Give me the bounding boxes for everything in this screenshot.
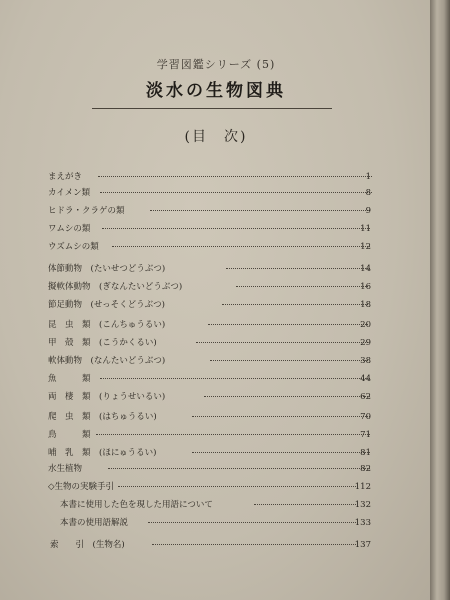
toc-entry-title: 水生植物 — [48, 464, 83, 474]
toc-leader-dots — [148, 522, 356, 523]
toc-leader-dots — [102, 228, 370, 229]
toc-leader-dots — [100, 192, 372, 193]
toc-entry — [0, 222, 432, 236]
toc-entry-title: 本書に使用した色を現した用語について — [60, 500, 213, 510]
toc-entry-title: まえがき — [48, 172, 83, 182]
toc-entry-title: 魚 類 — [48, 374, 91, 384]
toc-page-number: 132 — [354, 500, 371, 510]
toc-page-number: 112 — [354, 482, 371, 492]
toc-page-number: 70 — [360, 412, 371, 422]
contents-heading: (目 次) — [184, 129, 248, 145]
toc-leader-dots — [98, 176, 372, 177]
toc-page-number: 29 — [360, 338, 371, 348]
toc-entry-title: 昆 虫 類 (こんちゅうるい) — [48, 320, 166, 330]
toc-entry-title: ヒドラ・クラゲの類 — [48, 206, 125, 216]
series-title: 学習図鑑シリーズ (5) — [156, 58, 276, 71]
toc-leader-dots — [226, 268, 370, 269]
toc-entry — [0, 516, 432, 530]
toc-entry-title: 両 棲 類 (りょうせいるい) — [48, 392, 166, 402]
toc-entry — [0, 318, 432, 332]
toc-entry — [0, 498, 432, 512]
toc-leader-dots — [152, 544, 356, 545]
toc-page-number: 18 — [360, 300, 371, 310]
toc-leader-dots — [204, 396, 370, 397]
toc-leader-dots — [196, 342, 368, 343]
toc-leader-dots — [112, 246, 370, 247]
toc-entry — [0, 480, 432, 494]
toc-entry — [0, 428, 432, 442]
toc-entry-title: 節足動物 (せっそくどうぶつ) — [48, 300, 165, 310]
toc-leader-dots — [100, 378, 370, 379]
toc-entry-title: カイメン類 — [48, 188, 91, 198]
toc-entry-title: ワムシの類 — [48, 224, 91, 234]
toc-entry — [0, 298, 432, 312]
toc-page-number: 8 — [365, 188, 371, 198]
book-title: 淡水の生物図典 — [146, 81, 286, 101]
toc-entry — [0, 280, 432, 294]
toc-entry — [0, 170, 432, 184]
toc-leader-dots — [222, 304, 368, 305]
toc-page-number: 71 — [360, 430, 371, 440]
toc-entry-title: 擬軟体動物 (ぎなんたいどうぶつ) — [48, 282, 183, 292]
toc-leader-dots — [96, 434, 370, 435]
toc-entry — [0, 354, 432, 368]
toc-entry-title: 哺 乳 類 (ほにゅうるい) — [48, 448, 157, 458]
toc-leader-dots — [108, 468, 370, 469]
toc-entry-title: 索 引 (生物名) — [50, 540, 125, 550]
toc-page-number: 44 — [360, 374, 371, 384]
toc-entry-title: 爬 虫 類 (はちゅうるい) — [48, 412, 157, 422]
toc-entry — [0, 262, 432, 276]
toc-entry-title: ◇生物の実験手引 — [48, 482, 115, 492]
toc-entry — [0, 186, 432, 200]
toc-page-number: 14 — [360, 264, 371, 274]
toc-entry-title: 本書の使用語解説 — [60, 518, 129, 528]
toc-leader-dots — [208, 324, 368, 325]
toc-entry — [0, 372, 432, 386]
toc-page-number: 62 — [360, 392, 371, 402]
toc-entry — [0, 446, 432, 460]
toc-leader-dots — [118, 486, 356, 487]
toc-entry-title: 鳥 類 — [48, 430, 91, 440]
toc-entry — [0, 462, 432, 476]
toc-entry — [0, 240, 432, 254]
toc-page-number: 133 — [354, 518, 371, 528]
toc-leader-dots — [210, 360, 368, 361]
toc-page-number: 137 — [354, 540, 371, 550]
toc-entry-title: ウズムシの類 — [48, 242, 99, 252]
toc-entry — [0, 204, 432, 218]
toc-page-number: 9 — [365, 206, 371, 216]
toc-entry-title: 軟体動物 (なんたいどうぶつ) — [48, 356, 166, 366]
toc-page-number: 16 — [360, 282, 371, 292]
toc-entry-title: 甲 殻 類 (こうかくるい) — [48, 338, 157, 348]
toc-entry — [0, 336, 432, 350]
toc-page-number: 12 — [360, 242, 371, 252]
toc-entry — [0, 410, 432, 424]
toc-page-number: 82 — [360, 464, 371, 474]
toc-page-number: 11 — [360, 224, 371, 234]
page-edge — [430, 0, 450, 600]
toc-leader-dots — [236, 286, 368, 287]
toc-page-number: 81 — [360, 448, 371, 458]
toc-entry-title: 体節動物 (たいせつどうぶつ) — [48, 264, 166, 274]
toc-entry — [0, 390, 432, 404]
toc-leader-dots — [254, 504, 356, 505]
title-divider — [92, 108, 332, 109]
toc-page-number: 38 — [360, 356, 371, 366]
toc-leader-dots — [150, 210, 370, 211]
toc-page-number: 20 — [360, 320, 371, 330]
toc-leader-dots — [192, 452, 370, 453]
toc-page-number: 1 — [365, 172, 371, 182]
toc-entry — [0, 538, 432, 552]
toc-leader-dots — [192, 416, 370, 417]
